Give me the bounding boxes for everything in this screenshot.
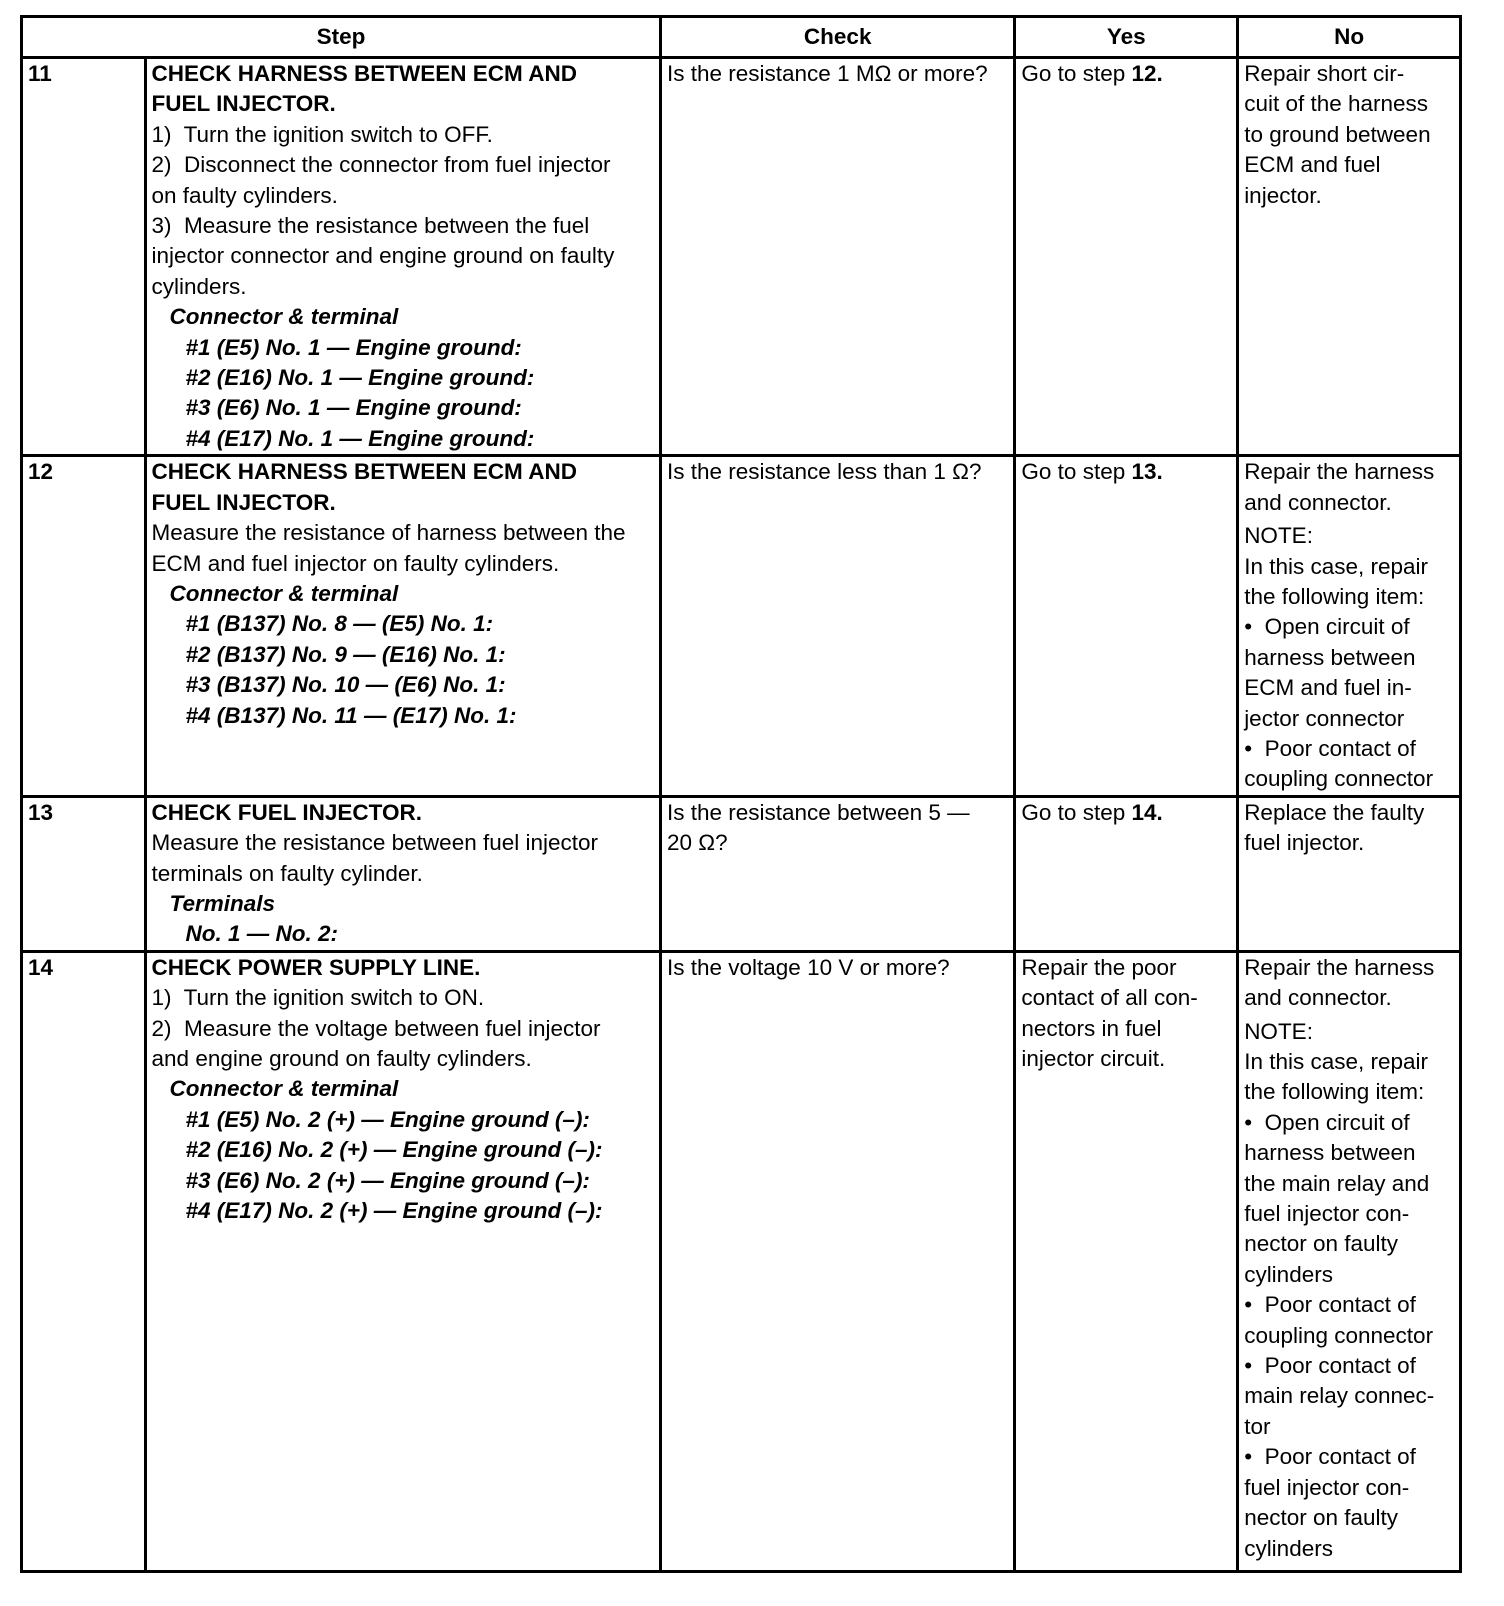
bullet-line: jector connector [1244, 705, 1405, 731]
instruction-line: 2) Measure the voltage between fuel injector [151, 1015, 601, 1041]
bullet-line: harness between [1244, 644, 1416, 670]
bullet-line: fuel injector con- [1244, 1474, 1410, 1500]
connector-heading: Connector & terminal [169, 304, 399, 330]
note-line: In this case, repair [1244, 553, 1429, 579]
instruction-line: 3) Measure the resistance between the fuel [151, 213, 590, 239]
table-row-14 [22, 951, 1461, 1571]
bullet-line: • Poor contact of [1244, 735, 1416, 761]
terminal-spec: #4 (B137) No. 11 — (E17) No. 1: [185, 702, 517, 728]
check-question: Is the resistance between 5 — [666, 799, 970, 825]
note-label: NOTE: [1244, 523, 1313, 549]
check-cell [660, 951, 1014, 1571]
no-cell [1238, 951, 1461, 1571]
instruction-line: 1) Turn the ignition switch to ON. [151, 985, 485, 1011]
diagnostic-table [20, 15, 1462, 1573]
no-cell [1238, 58, 1461, 456]
no-cell [1238, 796, 1461, 951]
yes-prefix: Go to step [1021, 799, 1132, 825]
bullet-line: the main relay and [1244, 1170, 1430, 1196]
header-yes: Yes [1015, 17, 1238, 58]
step-description [145, 58, 660, 456]
no-action-line: cuit of the harness [1244, 91, 1429, 117]
yes-prefix: Go to step [1021, 61, 1132, 86]
bullet-line: fuel injector con- [1244, 1201, 1410, 1227]
yes-action-line: nectors in fuel [1021, 1015, 1162, 1041]
bullet-line: coupling connector [1244, 1322, 1434, 1348]
instruction-line: ECM and fuel injector on faulty cylinders. [151, 550, 560, 576]
no-action-line: injector. [1244, 182, 1322, 208]
check-question: Is the voltage 10 V or more? [666, 954, 950, 980]
yes-prefix: Go to step [1021, 459, 1132, 485]
instruction-line: and engine ground on faulty cylinders. [151, 1046, 532, 1071]
terminal-spec: #1 (E5) No. 1 — Engine ground: [185, 334, 522, 360]
yes-action-line: Repair the poor [1021, 954, 1177, 980]
no-action-line: Repair the harness [1244, 954, 1435, 980]
terminal-spec: #2 (E16) No. 2 (+) — Engine ground (–): [185, 1137, 603, 1163]
no-cell [1238, 456, 1461, 796]
table-row-13 [22, 796, 1461, 951]
check-question: Is the resistance 1 MΩ or more? [666, 61, 988, 86]
bullet-line: nector on faulty [1244, 1505, 1399, 1531]
no-action-line: to ground between [1244, 121, 1431, 147]
terminal-spec: #1 (E5) No. 2 (+) — Engine ground (–): [185, 1106, 590, 1132]
header-check: Check [660, 17, 1014, 58]
table-row-12 [22, 456, 1461, 796]
terminal-spec: #4 (E17) No. 2 (+) — Engine ground (–): [185, 1198, 603, 1224]
bullet-line: • Poor contact of [1244, 1292, 1416, 1318]
instruction-line: Measure the resistance of harness between the [151, 520, 626, 546]
connector-heading: Connector & terminal [169, 580, 399, 606]
step-description [145, 951, 660, 1571]
instruction-line: 2) Disconnect the connector from fuel injector [151, 152, 611, 178]
step-number: 14 [22, 951, 146, 1571]
note-line: In this case, repair [1244, 1049, 1429, 1074]
header-row [22, 17, 1461, 58]
terminal-spec: #3 (E6) No. 2 (+) — Engine ground (–): [185, 1167, 590, 1193]
no-action-line: and connector. [1244, 489, 1392, 515]
bullet-item [1244, 1442, 1455, 1564]
step-title: CHECK FUEL INJECTOR. [151, 799, 422, 825]
bullet-item [1244, 1108, 1455, 1290]
no-action-line: ECM and fuel [1244, 152, 1381, 178]
bullet-line: coupling connector [1244, 766, 1434, 792]
yes-step-ref: 14. [1131, 799, 1163, 825]
no-action-line: fuel injector. [1244, 830, 1365, 856]
bullet-line: • Open circuit of [1244, 614, 1410, 640]
yes-cell [1015, 58, 1238, 456]
instruction-line: Measure the resistance between fuel injector [151, 830, 599, 856]
terminal-spec: #2 (E16) No. 1 — Engine ground: [185, 365, 535, 391]
yes-cell [1015, 951, 1238, 1571]
terminal-spec: #2 (B137) No. 9 — (E16) No. 1: [185, 641, 506, 667]
check-cell [660, 796, 1014, 951]
note-line: the following item: [1244, 583, 1425, 609]
bullet-line: • Open circuit of [1244, 1109, 1410, 1135]
no-action-line: Repair the harness [1244, 459, 1435, 485]
instruction-line: 1) Turn the ignition switch to OFF. [151, 121, 493, 147]
no-action-line: Repair short cir- [1244, 61, 1405, 86]
yes-action-line: injector circuit. [1021, 1046, 1166, 1071]
step-number: 11 [22, 58, 146, 456]
terminal-spec: #3 (B137) No. 10 — (E6) No. 1: [185, 672, 506, 698]
instruction-line: terminals on faulty cylinder. [151, 860, 423, 886]
bullet-line: ECM and fuel in- [1244, 675, 1412, 701]
bullet-item [1244, 1290, 1455, 1351]
header-no: No [1238, 17, 1461, 58]
instruction-line: injector connector and engine ground on faulty [151, 243, 615, 269]
instruction-line: cylinders. [151, 273, 247, 299]
no-action-line: and connector. [1244, 985, 1392, 1011]
table-row-11 [22, 58, 1461, 456]
step-number: 12 [22, 456, 146, 796]
yes-step-ref: 13. [1131, 459, 1163, 485]
check-cell [660, 456, 1014, 796]
bullet-item [1244, 734, 1455, 795]
terminal-spec: No. 1 — No. 2: [185, 921, 339, 947]
terminals-heading: Terminals [169, 890, 275, 916]
step-title: FUEL INJECTOR. [151, 91, 336, 117]
step-title: CHECK POWER SUPPLY LINE. [151, 954, 481, 980]
bullet-line: cylinders [1244, 1535, 1333, 1561]
bullet-line: • Poor contact of [1244, 1444, 1416, 1470]
check-question: Is the resistance less than 1 Ω? [666, 459, 982, 485]
check-question: 20 Ω? [666, 830, 728, 856]
step-description [145, 456, 660, 796]
bullet-line: cylinders [1244, 1261, 1333, 1287]
bullet-line: main relay connec- [1244, 1383, 1435, 1409]
yes-cell [1015, 456, 1238, 796]
bullet-line: tor [1244, 1413, 1271, 1439]
bullet-item [1244, 612, 1455, 734]
check-cell [660, 58, 1014, 456]
connector-heading: Connector & terminal [169, 1076, 399, 1102]
note-line: the following item: [1244, 1079, 1425, 1105]
step-title: FUEL INJECTOR. [151, 489, 336, 515]
yes-action-line: contact of all con- [1021, 985, 1198, 1011]
note-label: NOTE: [1244, 1018, 1313, 1044]
terminal-spec: #3 (E6) No. 1 — Engine ground: [185, 395, 522, 421]
yes-step-ref: 12. [1131, 61, 1163, 86]
step-description [145, 796, 660, 951]
step-title: CHECK HARNESS BETWEEN ECM AND [151, 61, 577, 86]
bullet-line: harness between [1244, 1140, 1416, 1166]
bullet-item [1244, 1351, 1455, 1442]
no-action-line: Replace the faulty [1244, 799, 1425, 825]
yes-cell [1015, 796, 1238, 951]
instruction-line: on faulty cylinders. [151, 182, 338, 208]
bullet-line: • Poor contact of [1244, 1353, 1416, 1379]
header-step: Step [22, 17, 661, 58]
bullet-line: nector on faulty [1244, 1231, 1399, 1257]
step-number: 13 [22, 796, 146, 951]
terminal-spec: #1 (B137) No. 8 — (E5) No. 1: [185, 611, 494, 637]
terminal-spec: #4 (E17) No. 1 — Engine ground: [185, 425, 535, 451]
step-title: CHECK HARNESS BETWEEN ECM AND [151, 459, 577, 485]
